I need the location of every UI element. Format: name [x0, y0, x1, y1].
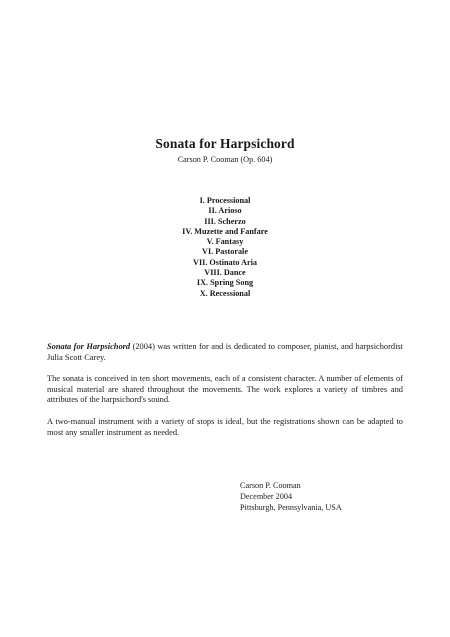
dedication-text: (2004) was written for and is dedicated to composer, pianist, and harpsichordist Julia Scott Carey. — [47, 342, 404, 362]
signature-date: December 2004 — [240, 492, 293, 501]
composer-line: Carson P. Cooman (Op. 604) — [177, 155, 273, 164]
dedication-paragraph — [47, 342, 403, 363]
instrument-paragraph: A two-manual instrument with a variety of stops is ideal, but the registrations shown can be adapted to most any smaller instrument as needed. — [47, 417, 403, 437]
signature-name: Carson P. Cooman — [240, 481, 301, 490]
movement-item: VII. Ostinato Aria — [193, 257, 257, 267]
movement-item: IX. Spring Song — [196, 278, 254, 288]
movement-item: VI. Pastorale — [202, 247, 248, 257]
movement-item: VIII. Dance — [204, 268, 246, 278]
movement-item: I. Processional — [199, 196, 251, 205]
signature-block — [240, 480, 342, 513]
movement-item: V. Fantasy — [206, 237, 244, 247]
signature-place: Pittsburgh, Pennsylvania, USA — [240, 503, 342, 512]
movement-list — [0, 196, 450, 299]
description-paragraph: The sonata is conceived in ten short movements, each of a consistent character. A number of elements of musical material are shared throughout the movements. The work explores a variety of timbres and attributes of the harpsichord's sound. — [47, 374, 403, 405]
movement-item: III. Scherzo — [204, 216, 246, 226]
movement-item: IV. Muzette and Fanfare — [182, 226, 268, 236]
work-title-italic: Sonata for Harpsichord — [47, 342, 131, 351]
movement-item: II. Arioso — [208, 206, 242, 216]
page-title: Sonata for Harpsichord — [155, 136, 295, 151]
movement-item: X. Recessional — [199, 288, 251, 298]
